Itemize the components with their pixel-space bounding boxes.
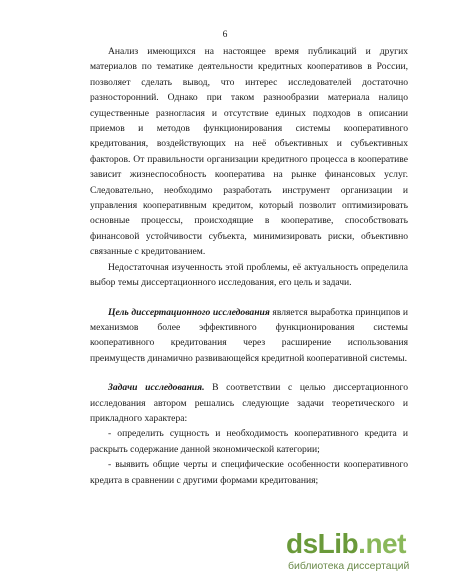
document-body [90,44,408,488]
dslib-logo: dsLib.net [286,528,406,559]
paragraph-tasks [90,380,408,426]
goal-label: Цель диссертационного исследования [108,306,270,318]
paragraph-analysis: Анализ имеющихся на настоящее время публикаций и других материалов по тематике деятельности кредитных кооперативов в России, позволяет сделать вывод, что интерес исследователей достаточно разносторонний. Однако при таком разнообразии материала налицо существенные разногласия и отсутствие единых подходов в описании приемов и методов функционирования системы кооперативного кредитования, воздействующих на неё объективных и субъективных факторов. От правильности организации кредитного процесса в кооперативе зависит жизнеспособность кооператива на рынке финансовых услуг. Следовательно, необходимо разработать инструмент организации и управления кооперативным кредитом, который позволит оптимизировать основные процессы, происходящие в кооперативе, способствовать финансовой устойчивости субъекта, минимизировать риски, объективно связанные с кредитованием. [90,46,408,258]
task-item-1: - определить сущность и необходимость кооперативного кредита и раскрыть содержание данной экономической категории; [90,428,408,455]
paragraph-relevance: Недостаточная изученность этой проблемы, её актуальность определила выбор темы диссертационного исследования, его цель и задачи. [90,261,408,289]
paragraph-goal [90,305,408,367]
task-item-2: - выявить общие черты и специфические особенности кооперативного кредита в сравнении с другими формами кредитования; [90,459,408,486]
goal-text: является выработка принципов и механизмов более эффективного функционирования системы кооперативного кредитования через расширение использования преимуществ динамично развивающейся кредитной кооперативной системы. [90,306,408,364]
tasks-text: В соответствии с целью диссертационного исследования автором решались следующие задачи теоретического и прикладного характера: [90,382,408,424]
dslib-watermark [286,522,436,578]
tasks-label: Задачи исследования. [108,382,205,394]
dslib-subtitle: библиотека диссертаций [288,560,410,572]
page-number: 6 [222,30,228,40]
